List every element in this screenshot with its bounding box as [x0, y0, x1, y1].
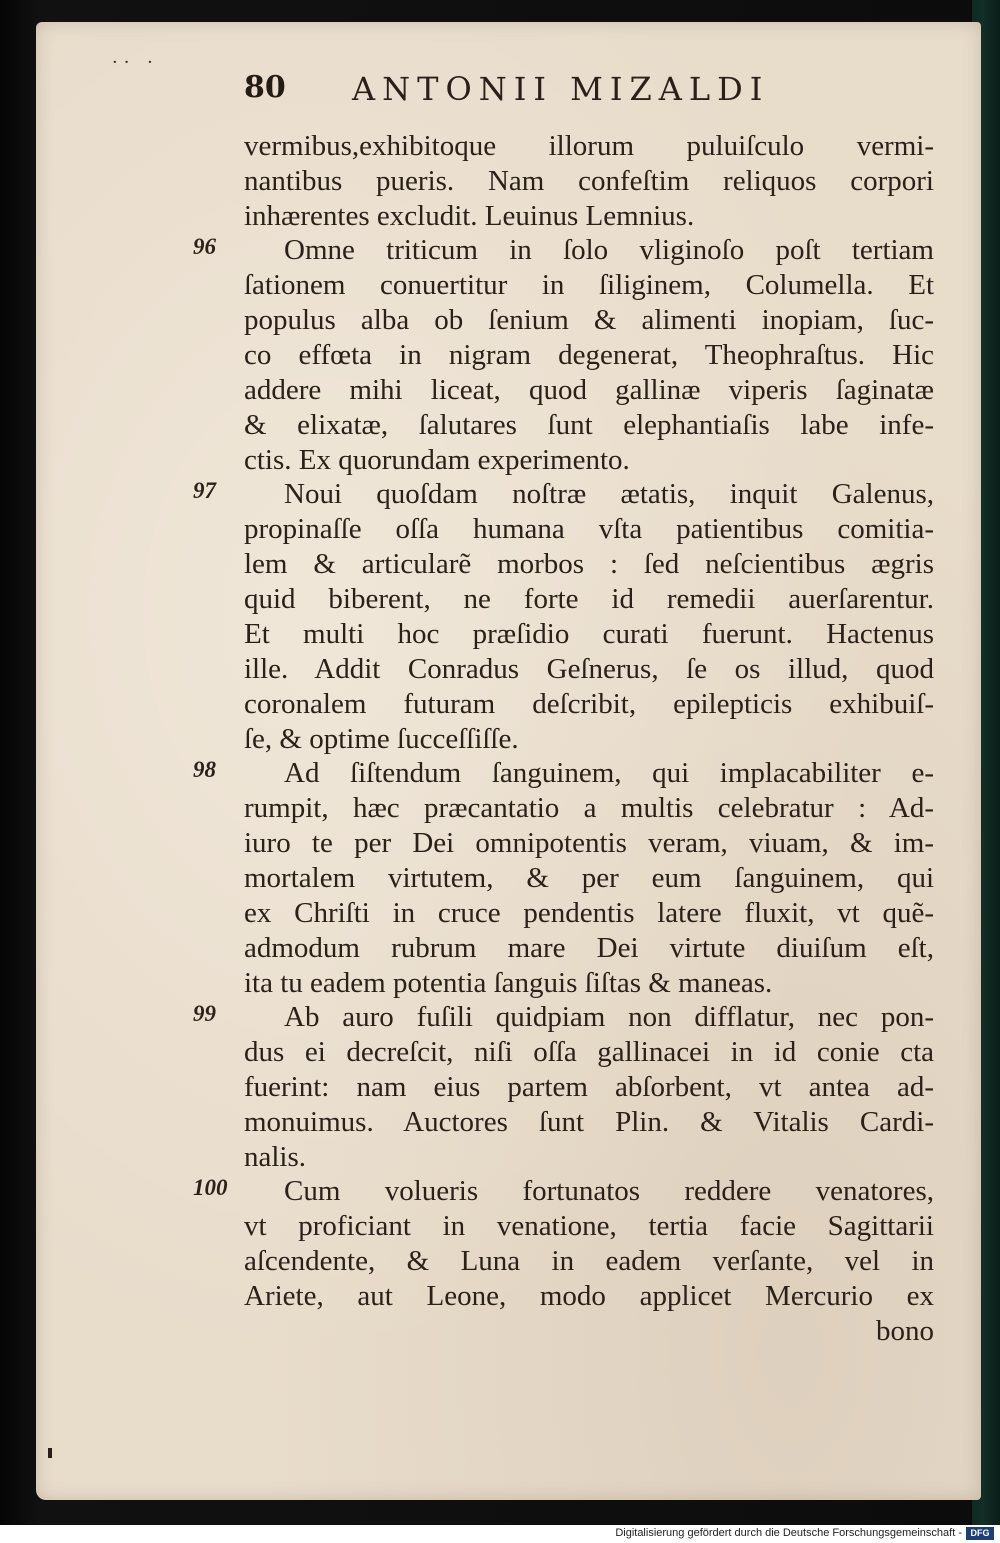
text-line: & elixatæ, ſalutares ſunt elephantiaſis labe infe- — [244, 409, 934, 441]
dfg-logo-icon: DFG — [966, 1527, 994, 1540]
text-line: Et multi hoc præſidio curati fuerunt. Hactenus — [244, 618, 934, 650]
text-line: quid biberent, ne forte id remedii auerſarentur. — [244, 583, 934, 615]
running-head: ANTONII MIZALDI — [352, 70, 770, 108]
catchword: bono — [876, 1315, 934, 1347]
text-line: fuerint: nam eius partem abſorbent, vt antea ad- — [244, 1071, 934, 1103]
text-line: ille. Addit Conradus Geſnerus, ſe os illud, quod — [244, 653, 934, 685]
text-line: dus ei decreſcit, niſi oſſa gallinacei in id conie cta — [244, 1036, 934, 1068]
text-line: aſcendente, & Luna in eadem verſante, vel in — [244, 1245, 934, 1277]
paragraph-number: 100 — [193, 1175, 228, 1200]
paragraph-number: 99 — [193, 1001, 216, 1026]
text-line: mortalem virtutem, & per eum ſanguinem, qui — [244, 862, 934, 894]
text-line: monuimus. Auctores ſunt Plin. & Vitalis Cardi- — [244, 1106, 934, 1138]
text-line: propinaſſe oſſa humana vſta patientibus comitia- — [244, 513, 934, 545]
digitization-footer — [0, 1525, 1000, 1543]
text-line: lem & articularẽ morbos : ſed neſcientibus ægris — [244, 548, 934, 580]
text-line: inhærentes excludit. Leuinus Lemnius. — [244, 200, 695, 232]
page-header — [244, 70, 844, 110]
text-line: ita tu eadem potentia ſanguis ſiſtas & maneas. — [244, 967, 773, 999]
text-line: ctis. Ex quorundam experimento. — [244, 444, 630, 476]
text-line: Ariete, aut Leone, modo applicet Mercurio ex — [244, 1280, 934, 1312]
funding-credit: Digitalisierung gefördert durch die Deutsche Forschungsgemeinschaft - — [615, 1527, 962, 1539]
paragraph-number: 97 — [193, 478, 216, 503]
text-line: vt proficiant in venatione, tertia facie Sagittarii — [244, 1210, 934, 1242]
paper-specks: ·· · — [112, 52, 159, 73]
text-line: Noui quoſdam noſtræ ætatis, inquit Galenus, — [284, 478, 934, 510]
page-number: 80 — [244, 70, 286, 105]
text-line: vermibus,exhibitoque illorum puluiſculo vermi- — [244, 130, 934, 162]
text-line: co effœta in nigram degenerat, Theophraſtus. Hic — [244, 339, 934, 371]
text-line: admodum rubrum mare Dei virtute diuiſum eſt, — [244, 932, 934, 964]
text-line: nalis. — [244, 1141, 307, 1173]
text-line: Cum volueris fortunatos reddere venatores, — [284, 1175, 934, 1207]
text-line: ſationem conuertitur in ſiliginem, Columella. Et — [244, 269, 934, 301]
text-line: coronalem futuram deſcribit, epilepticis exhibuiſ- — [244, 688, 934, 720]
text-line: nantibus pueris. Nam confeſtim reliquos corpori — [244, 165, 934, 197]
text-line: Ab auro fuſili quidpiam non difflatur, nec pon- — [284, 1001, 934, 1033]
text-line: populus alba ob ſenium & alimenti inopiam, ſuc- — [244, 304, 934, 336]
text-line: iuro te per Dei omnipotentis veram, viuam, & im- — [244, 827, 934, 859]
text-line: addere mihi liceat, quod gallinæ viperis ſaginatæ — [244, 374, 934, 406]
text-line: Ad ſiſtendum ſanguinem, qui implacabiliter e- — [284, 757, 934, 789]
page-mark — [48, 1448, 52, 1458]
text-line: ſe, & optime ſucceſſiſſe. — [244, 723, 519, 755]
text-line: ex Chriſti in cruce pendentis latere fluxit, vt quẽ- — [244, 897, 934, 929]
text-line: rumpit, hæc præcantatio a multis celebratur : Ad- — [244, 792, 934, 824]
paragraph-number: 96 — [193, 234, 216, 259]
text-line: Omne triticum in ſolo vliginoſo poſt tertiam — [284, 234, 934, 266]
paragraph-number: 98 — [193, 757, 216, 782]
